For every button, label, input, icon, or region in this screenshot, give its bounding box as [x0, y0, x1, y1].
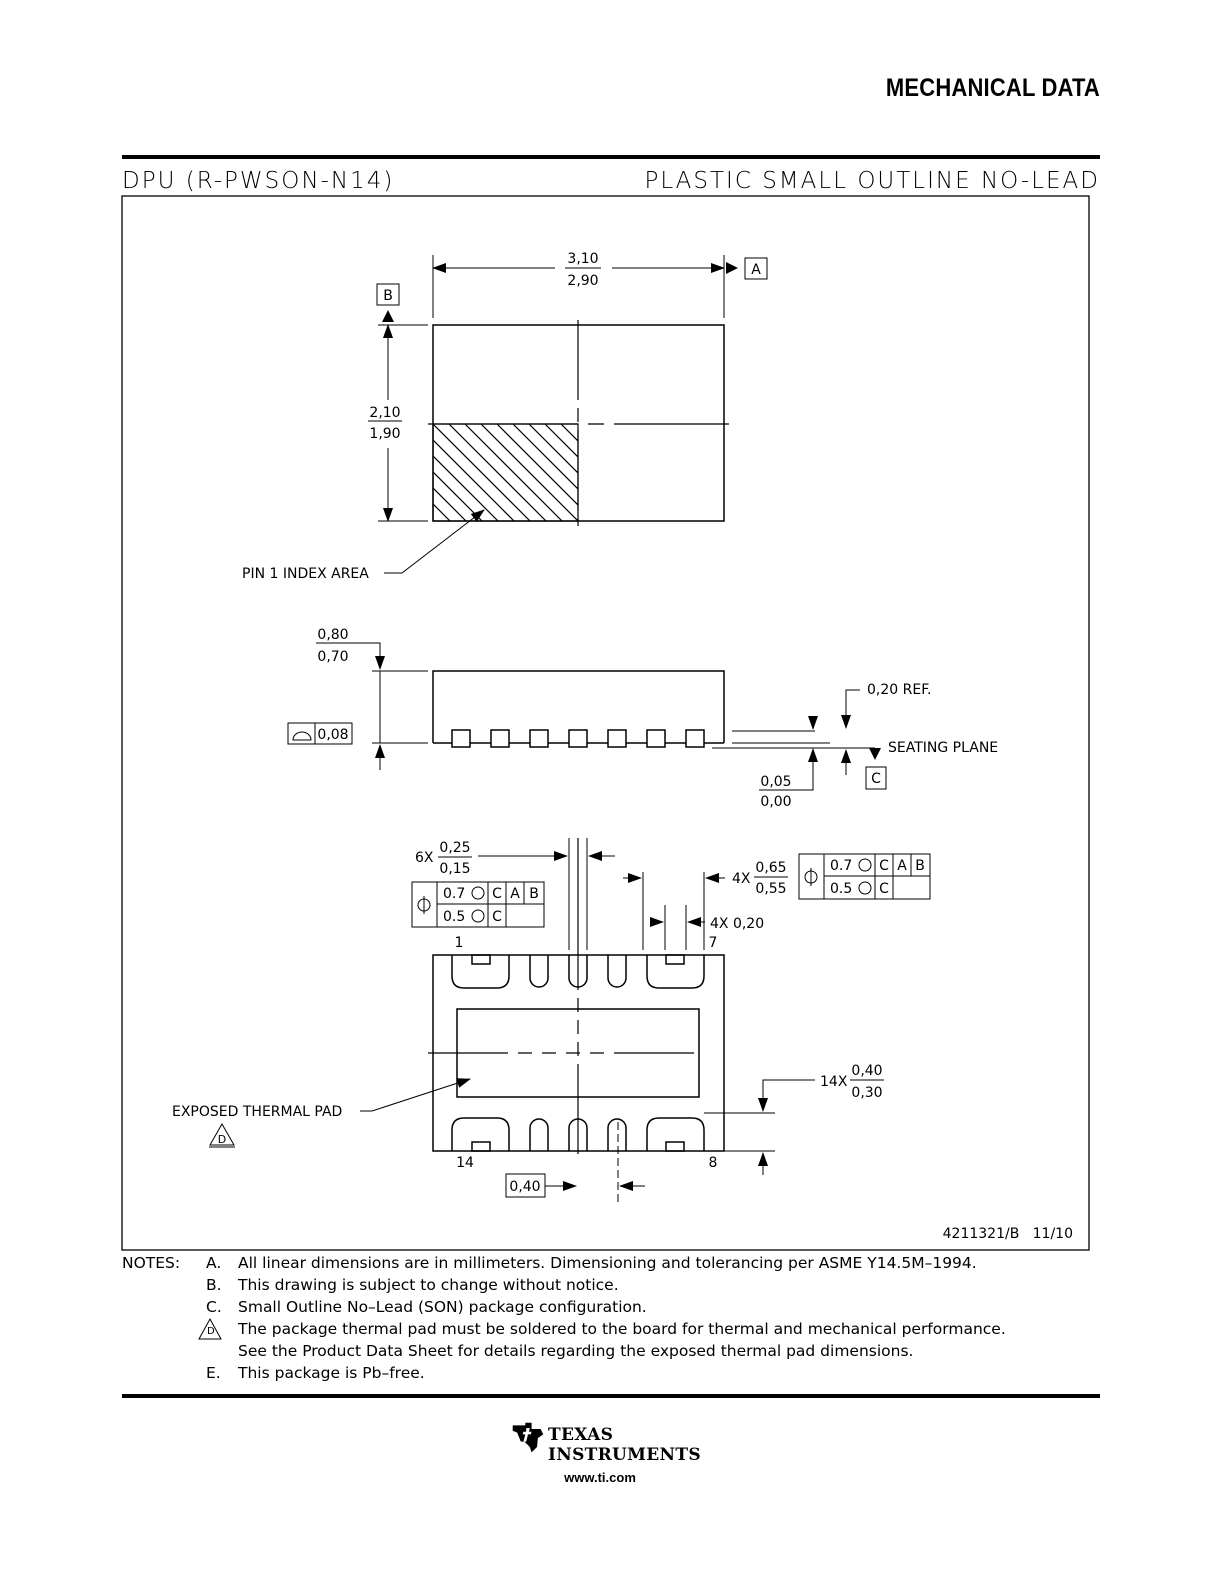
pin-7-label: 7 [708, 935, 718, 951]
standoff-max: 0,05 [760, 774, 792, 790]
datum-b: B [383, 288, 393, 304]
lead-gap-label: 4X 0,20 [710, 916, 765, 932]
datum-a: A [751, 262, 761, 278]
side-view [288, 627, 998, 810]
top-height-min: 1,90 [369, 426, 401, 442]
seating-plane-triangle [869, 748, 881, 760]
material-condition-icon [472, 887, 484, 899]
svg-text:C: C [879, 858, 889, 874]
drawing-number: 4211321/B 11/10 [942, 1226, 1073, 1242]
package-code: DPU (R-PWSON-N14) [122, 168, 395, 194]
ti-logo-icon [510, 1420, 546, 1456]
note-text: See the Product Data Sheet for details regarding the exposed thermal pad dimensions. [238, 1342, 914, 1360]
material-condition-icon [859, 859, 871, 871]
side-leads [452, 730, 704, 747]
note-text: This drawing is subject to change without notice. [238, 1276, 619, 1294]
svg-text:0.7: 0.7 [443, 886, 466, 902]
profile-surface-icon [293, 732, 311, 740]
package-description: PLASTIC SMALL OUTLINE NO-LEAD [644, 168, 1100, 194]
material-condition-icon [472, 910, 484, 922]
svg-text:0.5: 0.5 [830, 881, 853, 897]
seating-plane-label: SEATING PLANE [888, 740, 999, 756]
datum-c: C [871, 771, 881, 787]
lead-length-count: 14X [820, 1074, 848, 1090]
note-letter: D [207, 1326, 215, 1337]
top-view [242, 251, 767, 582]
svg-text:C: C [492, 909, 502, 925]
pin-8-label: 8 [708, 1155, 718, 1171]
outer-lead-max: 0,65 [755, 860, 787, 876]
lead-length-max: 0,40 [851, 1063, 883, 1079]
drawing-frame [122, 196, 1089, 1250]
thermal-pad-label: EXPOSED THERMAL PAD [172, 1104, 343, 1120]
svg-text:A: A [897, 858, 907, 874]
side-thickness-max: 0,80 [317, 627, 349, 643]
lead-width-count: 6X [415, 850, 434, 866]
notes-heading: NOTES: [122, 1254, 181, 1272]
pin1-index-label: PIN 1 INDEX AREA [242, 566, 369, 582]
note-letter: B. [206, 1276, 222, 1294]
bottom-view [172, 838, 930, 1205]
note-text: Small Outline No–Lead (SON) package configuration. [238, 1298, 647, 1316]
lead-width-max: 0,25 [439, 840, 471, 856]
standoff-min: 0,00 [760, 794, 792, 810]
pin-1-label: 1 [454, 935, 464, 951]
svg-text:A: A [510, 886, 520, 902]
svg-text:B: B [915, 858, 925, 874]
svg-text:0.5: 0.5 [443, 909, 466, 925]
material-condition-icon [859, 882, 871, 894]
package-side-outline [433, 671, 724, 743]
lead-width-min: 0,15 [439, 861, 471, 877]
ti-url: www.ti.com [564, 1470, 636, 1485]
side-thickness-min: 0,70 [317, 649, 349, 665]
note-letter: A. [206, 1254, 222, 1272]
bottom-rule [122, 1394, 1100, 1398]
ti-brand-line1: TEXAS [548, 1425, 614, 1445]
pin-14-label: 14 [456, 1155, 474, 1171]
note-letter: E. [206, 1364, 221, 1382]
svg-text:C: C [492, 886, 502, 902]
note-letter: C. [206, 1298, 222, 1316]
top-width-min: 2,90 [567, 273, 599, 289]
svg-text:B: B [529, 886, 539, 902]
svg-text:C: C [879, 881, 889, 897]
note-d-ref: D [217, 1133, 227, 1146]
note-text: All linear dimensions are in millimeters. Dimensioning and tolerancing per ASME Y14.5M–1994. [238, 1254, 977, 1272]
outer-lead-min: 0,55 [755, 881, 787, 897]
note-text: This package is Pb–free. [238, 1364, 425, 1382]
position-tolerance-left [412, 882, 544, 927]
pitch-value: 0,40 [509, 1179, 541, 1195]
svg-text:0.7: 0.7 [830, 858, 853, 874]
page-title: MECHANICAL DATA [885, 74, 1100, 102]
ti-brand-line2: INSTRUMENTS [548, 1445, 701, 1465]
lead-thickness-ref: 0,20 REF. [867, 682, 932, 698]
position-tolerance-right [799, 854, 930, 899]
flatness-value: 0,08 [317, 727, 349, 743]
outer-lead-count: 4X [732, 871, 751, 887]
lead-length-min: 0,30 [851, 1085, 883, 1101]
note-text: The package thermal pad must be soldered to the board for thermal and mechanical performance. [238, 1320, 1006, 1338]
top-width-max: 3,10 [567, 251, 599, 267]
top-height-max: 2,10 [369, 405, 401, 421]
